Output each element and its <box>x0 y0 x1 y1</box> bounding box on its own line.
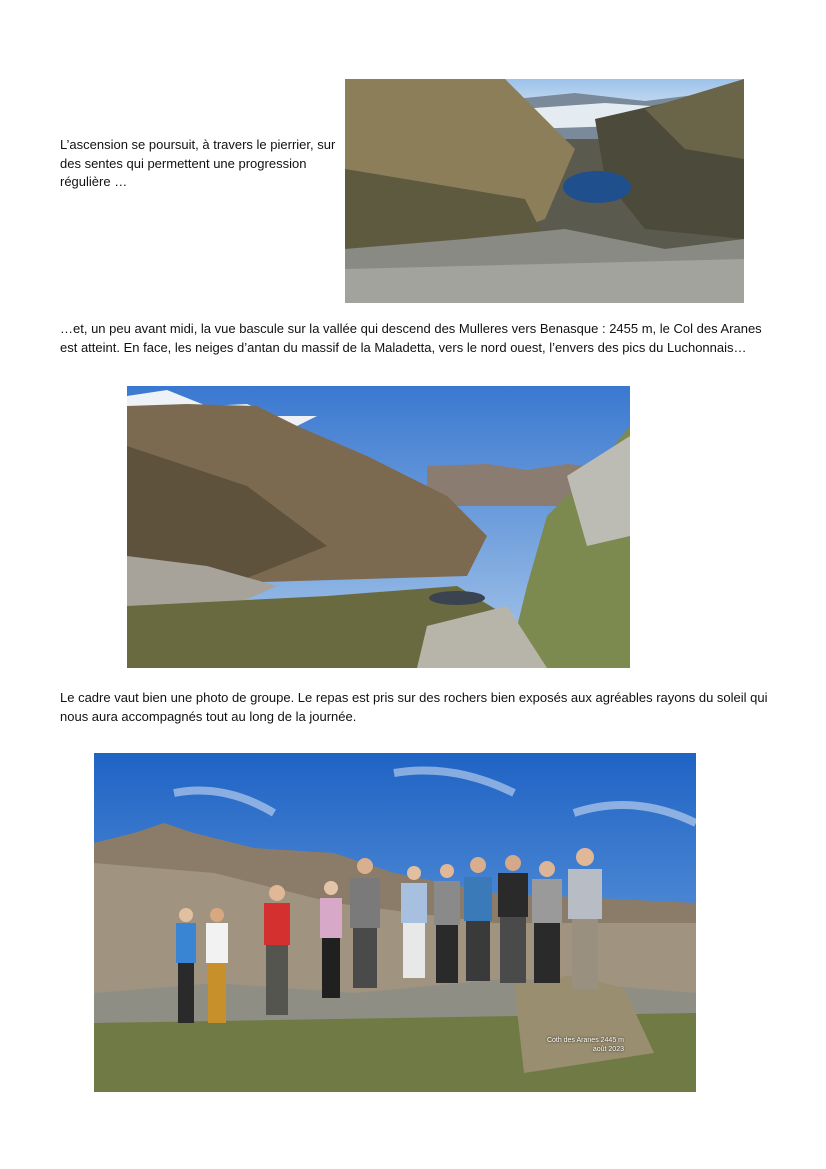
paragraph-photo-de-groupe: Le cadre vaut bien une photo de groupe. Le repas est pris sur des rochers bien exposés aux agréables rayons du soleil qui nous aura accompagnés tout au long de la journée. <box>60 690 768 724</box>
photo-maladetta-view <box>127 386 630 668</box>
photo-watermark <box>547 1036 624 1054</box>
watermark-line-2: août 2023 <box>592 1046 624 1053</box>
paragraph-col-des-aranes: …et, un peu avant midi, la vue bascule sur la vallée qui descend des Mulleres vers Benasque : 2455 m, le Col des Aranes est atteint. En face, les neiges d’antan du massif de la Maladetta, vers le nord ouest, l’envers des pics du Luchonnais… <box>60 321 762 355</box>
paragraph-ascension: L’ascension se poursuit, à travers le pierrier, sur des sentes qui permettent une progression régulière … <box>60 137 336 189</box>
photo-group <box>94 753 696 1092</box>
watermark-line-1: Coth des Aranes 2445 m <box>546 1037 624 1044</box>
photo-valley-lake <box>345 79 744 303</box>
